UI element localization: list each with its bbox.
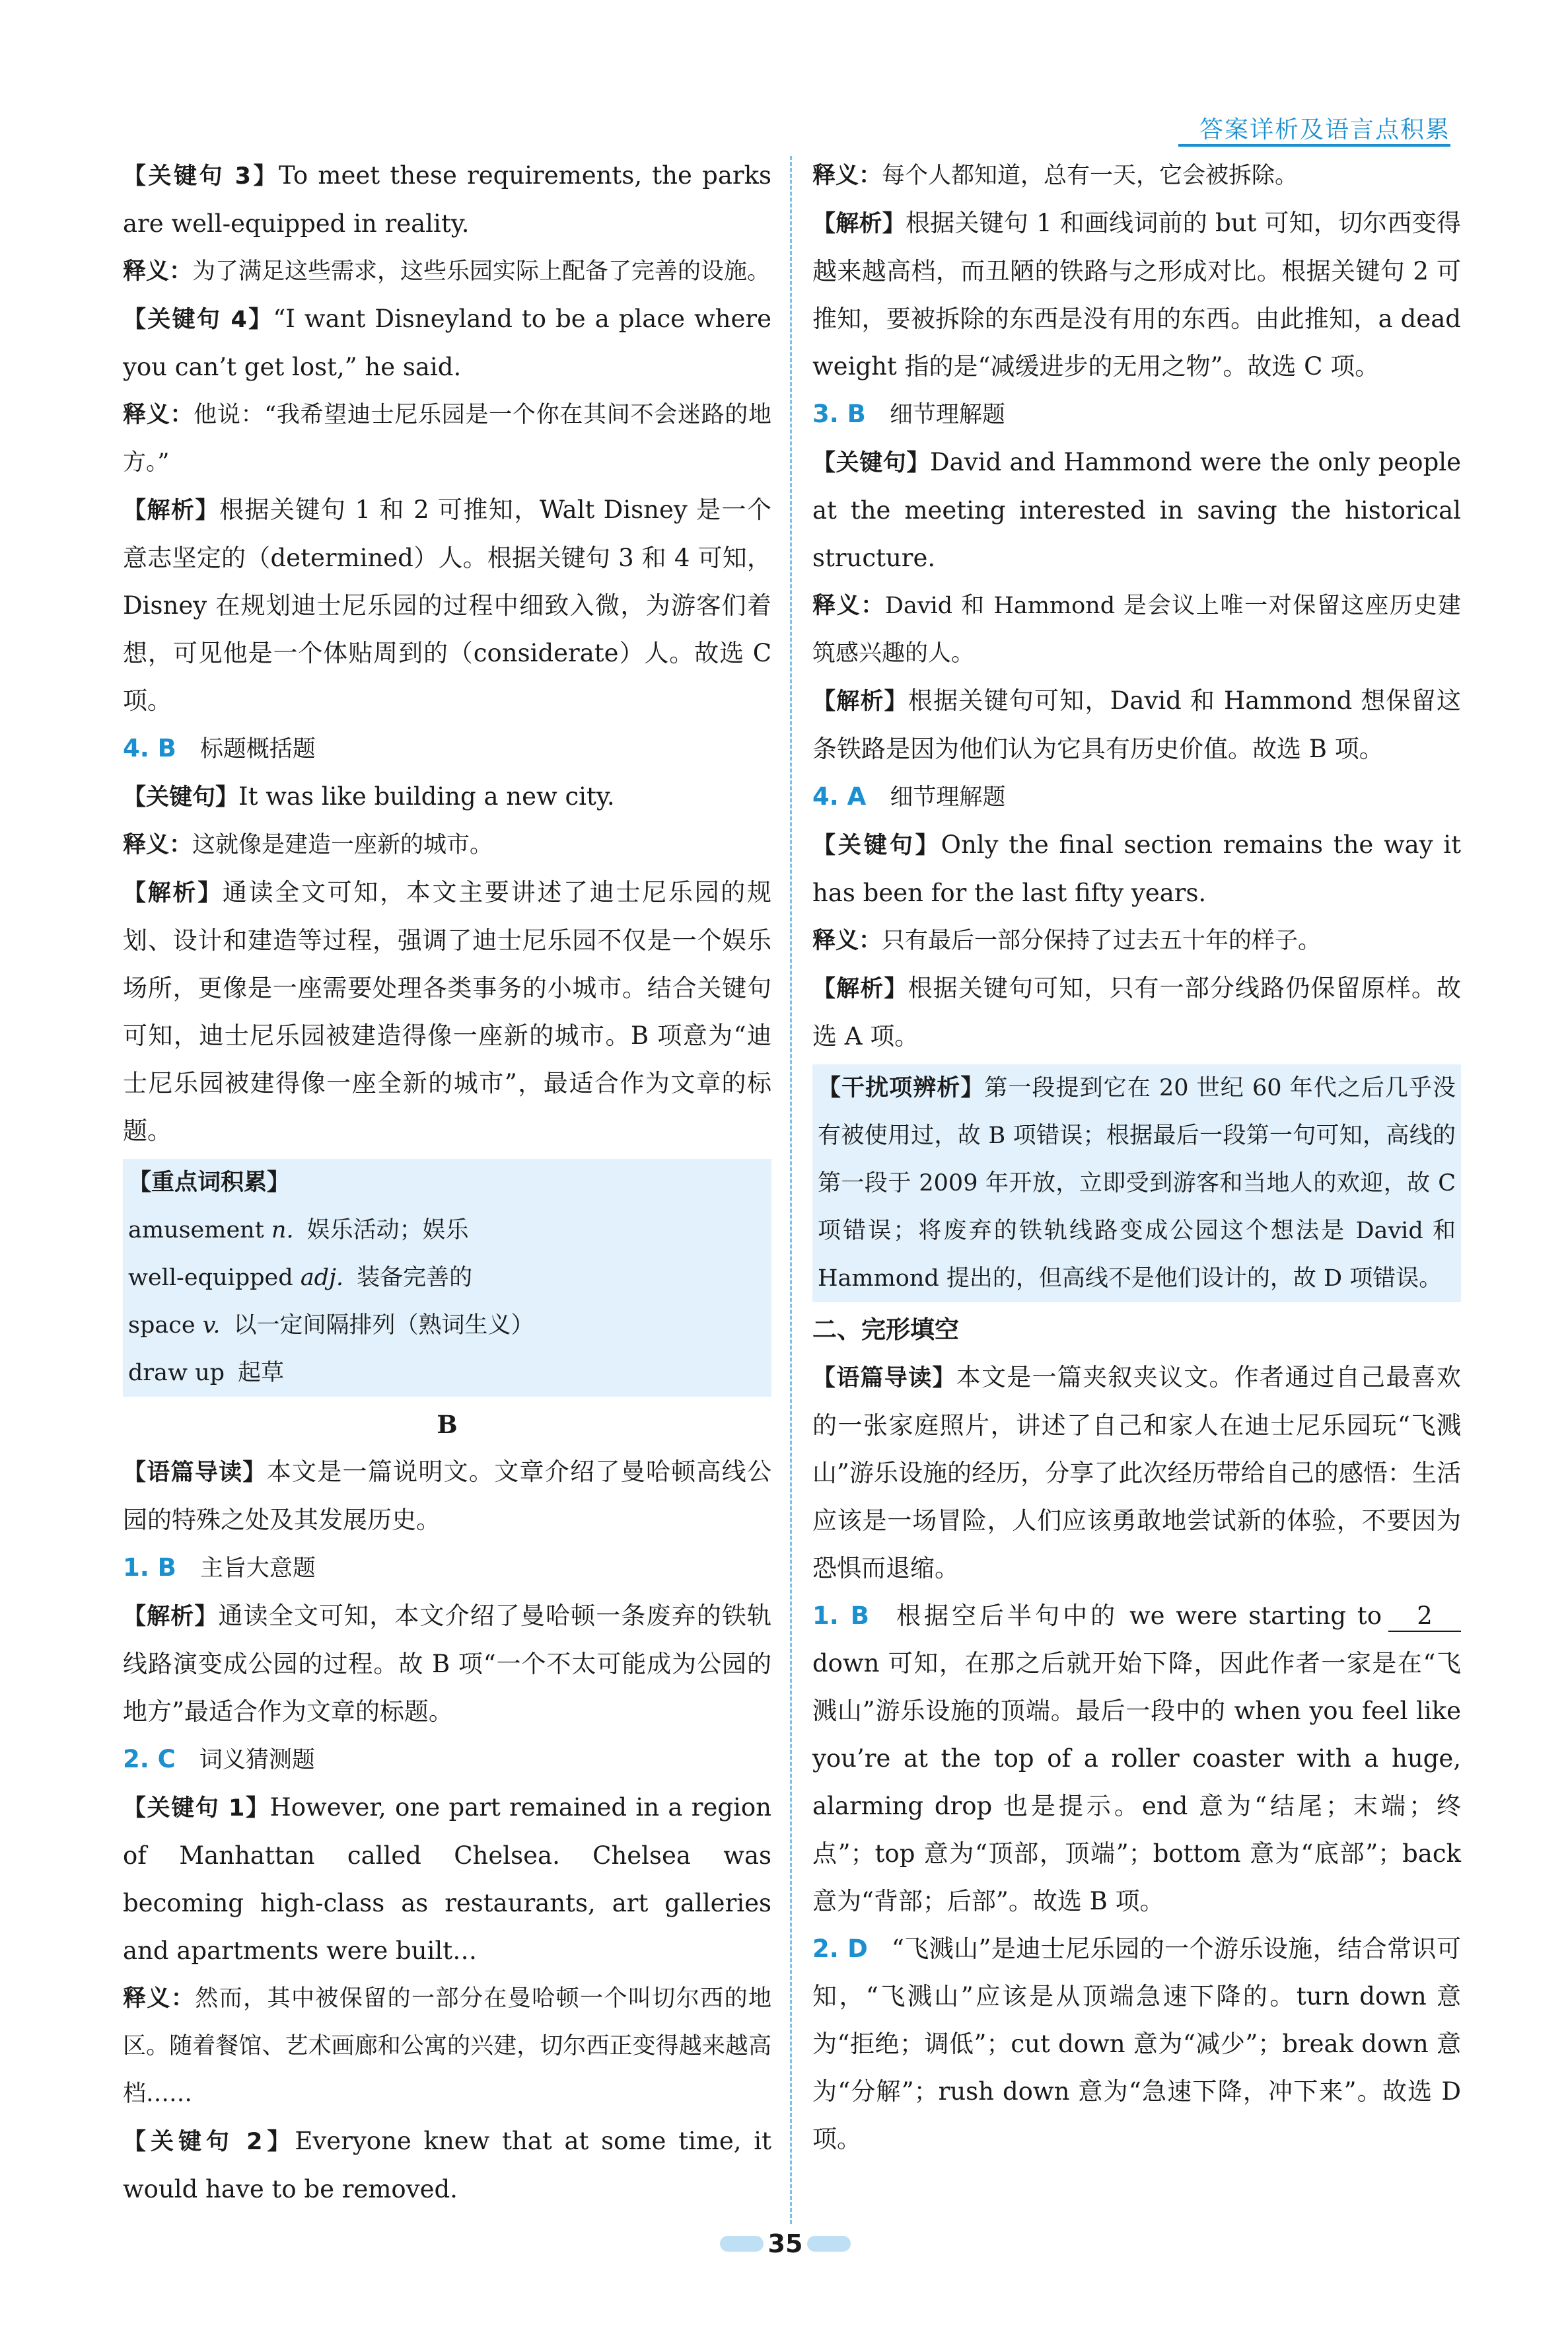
question-a4 (123, 725, 771, 773)
key-sentence-label: 【关键句】 (812, 450, 930, 476)
vocab-item (128, 1254, 766, 1302)
analysis-label: 【解析】 (123, 498, 219, 524)
question-number: 3. B (812, 400, 866, 428)
analysis-b1 (123, 1592, 771, 1736)
page-footer (0, 2225, 1568, 2262)
analysis-label: 【解析】 (123, 880, 223, 906)
analysis-label: 【解析】 (812, 688, 908, 715)
key-sentence-text: However, one part remained in a region of Manhattan called Chelsea. Chelsea was becoming high-class as restaurants, art galleries and apartments were built… (123, 1793, 771, 1965)
distractor-label: 【干扰项辨析】 (818, 1075, 985, 1101)
vocab-meaning: 娱乐活动；娱乐 (306, 1217, 469, 1243)
question-type: 主旨大意题 (199, 1555, 316, 1582)
key-sentence-3 (123, 152, 771, 248)
vocab-meaning: 以一定间隔排列（熟词生义） (233, 1312, 534, 1339)
key-sentence-label: 【关键句】 (812, 832, 941, 859)
question-b4 (812, 773, 1461, 821)
left-column (123, 152, 771, 2213)
question-b2 (123, 1736, 771, 1784)
translation-text: 然而，其中被保留的一部分在曼哈顿一个叫切尔西的地区。随着餐馆、艺术画廊和公寓的兴建，切尔西正变得越来越高档…… (123, 1985, 771, 2107)
page-number: 35 (767, 2229, 803, 2258)
section-cloze-heading: 二、完形填空 (812, 1315, 959, 1344)
key-sentence-text: Only the final section remains the way it has been for the last fifty years. (812, 830, 1461, 907)
translation-text: 这就像是建造一座新的城市。 (192, 832, 493, 858)
vocab-meaning: 装备完善的 (357, 1265, 473, 1291)
key-sentence-b2-1 (123, 1784, 771, 1975)
key-sentence-text: “I want Disneyland to be a place where you can’t get lost,” he said. (123, 305, 771, 381)
cloze-answer-2 (812, 1925, 1461, 2163)
vocab-pos: v. (202, 1312, 221, 1339)
question-type: 标题概括题 (199, 736, 316, 762)
key-sentence-text: It was like building a new city. (238, 782, 615, 811)
translation-3 (123, 248, 771, 295)
translation-text: 为了满足这些需求，这些乐园实际上配备了完善的设施。 (192, 258, 771, 285)
vocab-word: space (128, 1312, 196, 1339)
translation-label: 释义： (812, 593, 885, 619)
translation-4 (123, 391, 771, 486)
vocab-title-text: 【重点词积累】 (128, 1169, 291, 1196)
analysis-text: 通读全文可知，本文介绍了曼哈顿一条废弃的铁轨线路演变成公园的过程。故 B 项“一个不太可能成为公园的地方”最适合作为文章的标题。 (123, 1602, 771, 1726)
cloze-blank: 2 (1388, 1602, 1461, 1632)
vocab-word: draw up (128, 1360, 225, 1386)
page-number-bar-left (720, 2236, 764, 2252)
translation-label: 释义： (123, 832, 193, 858)
right-column (812, 152, 1461, 2163)
cloze-text-pre: 根据空后半句中的 we were starting to (892, 1602, 1382, 1630)
vocab-word: well-equipped (128, 1265, 293, 1291)
guide-label: 【语篇导读】 (123, 1459, 267, 1486)
key-sentence-label: 【关键句 4】 (123, 307, 273, 333)
distractor-analysis (818, 1064, 1456, 1302)
translation-b2-2 (812, 152, 1461, 200)
question-number: 1. B (123, 1553, 176, 1582)
translation-label: 释义： (123, 402, 194, 428)
translation-b2-1 (123, 1975, 771, 2118)
key-sentence-label: 【关键句 2】 (123, 2129, 295, 2155)
vocab-pos: n. (271, 1217, 294, 1243)
guide-text: 本文是一篇说明文。文章介绍了曼哈顿高线公园的特殊之处及其发展历史。 (123, 1458, 771, 1534)
cloze-text: “飞溅山”是迪士尼乐园的一个游乐设施，结合常识可知，“飞溅山”应该是从顶端急速下降的。turn down 意为“拒绝；调低”；cut down 意为“减少”；break down 意为“分解”；rush down 意为“急速下降，冲下来”。故选 D 项。 (812, 1935, 1461, 2153)
question-number: 4. A (812, 782, 867, 811)
key-sentence-label: 【关键句 1】 (123, 1795, 270, 1822)
analysis-text: 根据关键句可知，只有一部分线路仍保留原样。故选 A 项。 (812, 974, 1461, 1051)
translation-text: 每个人都知道，总有一天，它会被拆除。 (882, 163, 1299, 189)
key-sentence-text: David and Hammond were the only people at the meeting interested in saving the historical structure. (812, 448, 1461, 572)
analysis-text: 根据关键句 1 和 2 可推知，Walt Disney 是一个意志坚定的（determined）人。根据关键句 3 和 4 可知，Disney 在规划迪士尼乐园的过程中细致入微，为游客们着想，可见他是一个体贴周到的（considerate）人。故选 C 项。 (123, 496, 771, 715)
question-number: 2. D (812, 1935, 868, 1963)
question-number: 1. B (812, 1602, 869, 1630)
guide-text: 本文是一篇夹叙夹议文。作者通过自己最喜欢的一张家庭照片，讲述了自己和家人在迪士尼乐园玩“飞溅山”游乐设施的经历，分享了此次经历带给自己的感悟：生活应该是一场冒险，人们应该勇敢地尝试新的体验，不要因为恐惧而退缩。 (812, 1363, 1461, 1582)
vocab-item (128, 1349, 766, 1397)
analysis-label: 【解析】 (812, 211, 906, 237)
question-type: 词义猜测题 (199, 1747, 315, 1773)
question-number: 2. C (123, 1745, 176, 1773)
translation-label: 释义： (812, 928, 882, 954)
translation-label: 释义： (123, 1985, 196, 2012)
translation-label: 释义： (123, 258, 193, 285)
key-sentence-text: Everyone knew that at some time, it would have to be removed. (123, 2127, 771, 2203)
distractor-text: 第一段提到它在 20 世纪 60 年代之后几乎没有被使用过，故 B 项错误；根据最后一段第一句可知，高线的第一段于 2009 年开放，立即受到游客和当地人的欢迎，故 C 项错误；将废弃的铁轨线路变成公园这个想法是 David 和 Hammond 提出的，但高线不是他们设计的，故 D 项错误。 (818, 1075, 1456, 1292)
analysis-label: 【解析】 (123, 1604, 219, 1630)
translation-text: 只有最后一部分保持了过去五十年的样子。 (882, 928, 1322, 954)
key-sentence-text: To meet these requirements, the parks are well-equipped in reality. (123, 161, 771, 238)
analysis-label: 【解析】 (812, 976, 908, 1002)
header-title: 答案详析及语言点积累 (1199, 116, 1450, 143)
analysis-a3 (123, 486, 771, 725)
vocab-word: amusement (128, 1217, 264, 1243)
question-b3 (812, 390, 1461, 439)
key-sentence-a4 (123, 773, 771, 821)
analysis-text: 通读全文可知，本文主要讲述了迪士尼乐园的规划、设计和建造等过程，强调了迪士尼乐园不仅是一个娱乐场所，更像是一座需要处理各类事务的小城市。结合关键句可知，迪士尼乐园被建造得像一座新的城市。B 项意为“迪士尼乐园被建得像一座全新的城市”，最适合作为文章的标题。 (123, 878, 771, 1145)
cloze-answer-1 (812, 1592, 1461, 1925)
distractor-box (812, 1064, 1461, 1302)
section-b-heading: B (437, 1410, 458, 1439)
analysis-b4 (812, 965, 1461, 1060)
translation-b4 (812, 917, 1461, 965)
page-number-bar-right (807, 2236, 851, 2252)
vocab-item (128, 1302, 766, 1349)
vocab-title (128, 1159, 766, 1206)
translation-b3 (812, 582, 1461, 677)
translation-text: David 和 Hammond 是会议上唯一对保留这座历史建筑感兴趣的人。 (812, 593, 1461, 667)
key-sentence-b2-2 (123, 2118, 771, 2213)
guide-b (123, 1448, 771, 1544)
key-sentence-4 (123, 295, 771, 391)
key-sentence-b4 (812, 821, 1461, 917)
translation-a4 (123, 821, 771, 869)
analysis-text: 根据关键句可知，David 和 Hammond 想保留这条铁路是因为他们认为它具有历史价值。故选 B 项。 (812, 686, 1461, 763)
header-rule (1178, 144, 1450, 147)
key-sentence-label: 【关键句】 (123, 784, 239, 811)
question-b1 (123, 1544, 771, 1592)
vocab-meaning: 起草 (238, 1360, 285, 1386)
guide-label: 【语篇导读】 (812, 1365, 956, 1391)
question-number: 4. B (123, 734, 176, 762)
vocab-item (128, 1206, 766, 1254)
cloze-text-post: down 可知，在那之后就开始下降，因此作者一家是在“飞溅山”游乐设施的顶端。最后一段中的 when you feel like you’re at the top of a roller coaster with a huge, alarming drop 也是提示。end 意为“结尾；末端；终点”；top 意为“顶部，顶端”；bottom 意为“底部”；back 意为“背部；后部”。故选 B 项。 (812, 1649, 1461, 1915)
guide-cloze (812, 1354, 1461, 1592)
key-sentence-b3 (812, 439, 1461, 582)
key-sentence-label: 【关键句 3】 (123, 163, 279, 190)
question-type: 细节理解题 (890, 784, 1006, 811)
translation-text: 他说：“我希望迪士尼乐园是一个你在其间不会迷路的地方。” (123, 402, 771, 476)
vocab-pos: adj. (300, 1265, 344, 1291)
question-type: 细节理解题 (889, 402, 1005, 428)
analysis-b3 (812, 677, 1461, 773)
analysis-a4 (123, 869, 771, 1155)
translation-label: 释义： (812, 163, 882, 189)
column-divider (790, 156, 792, 2224)
vocab-box (123, 1159, 771, 1397)
analysis-text: 根据关键句 1 和画线词前的 but 可知，切尔西变得越来越高档，而丑陋的铁路与之形成对比。根据关键句 2 可推知，要被拆除的东西是没有用的东西。由此推知，a dead weight 指的是“减缓进步的无用之物”。故选 C 项。 (812, 209, 1461, 381)
analysis-b2 (812, 200, 1461, 390)
